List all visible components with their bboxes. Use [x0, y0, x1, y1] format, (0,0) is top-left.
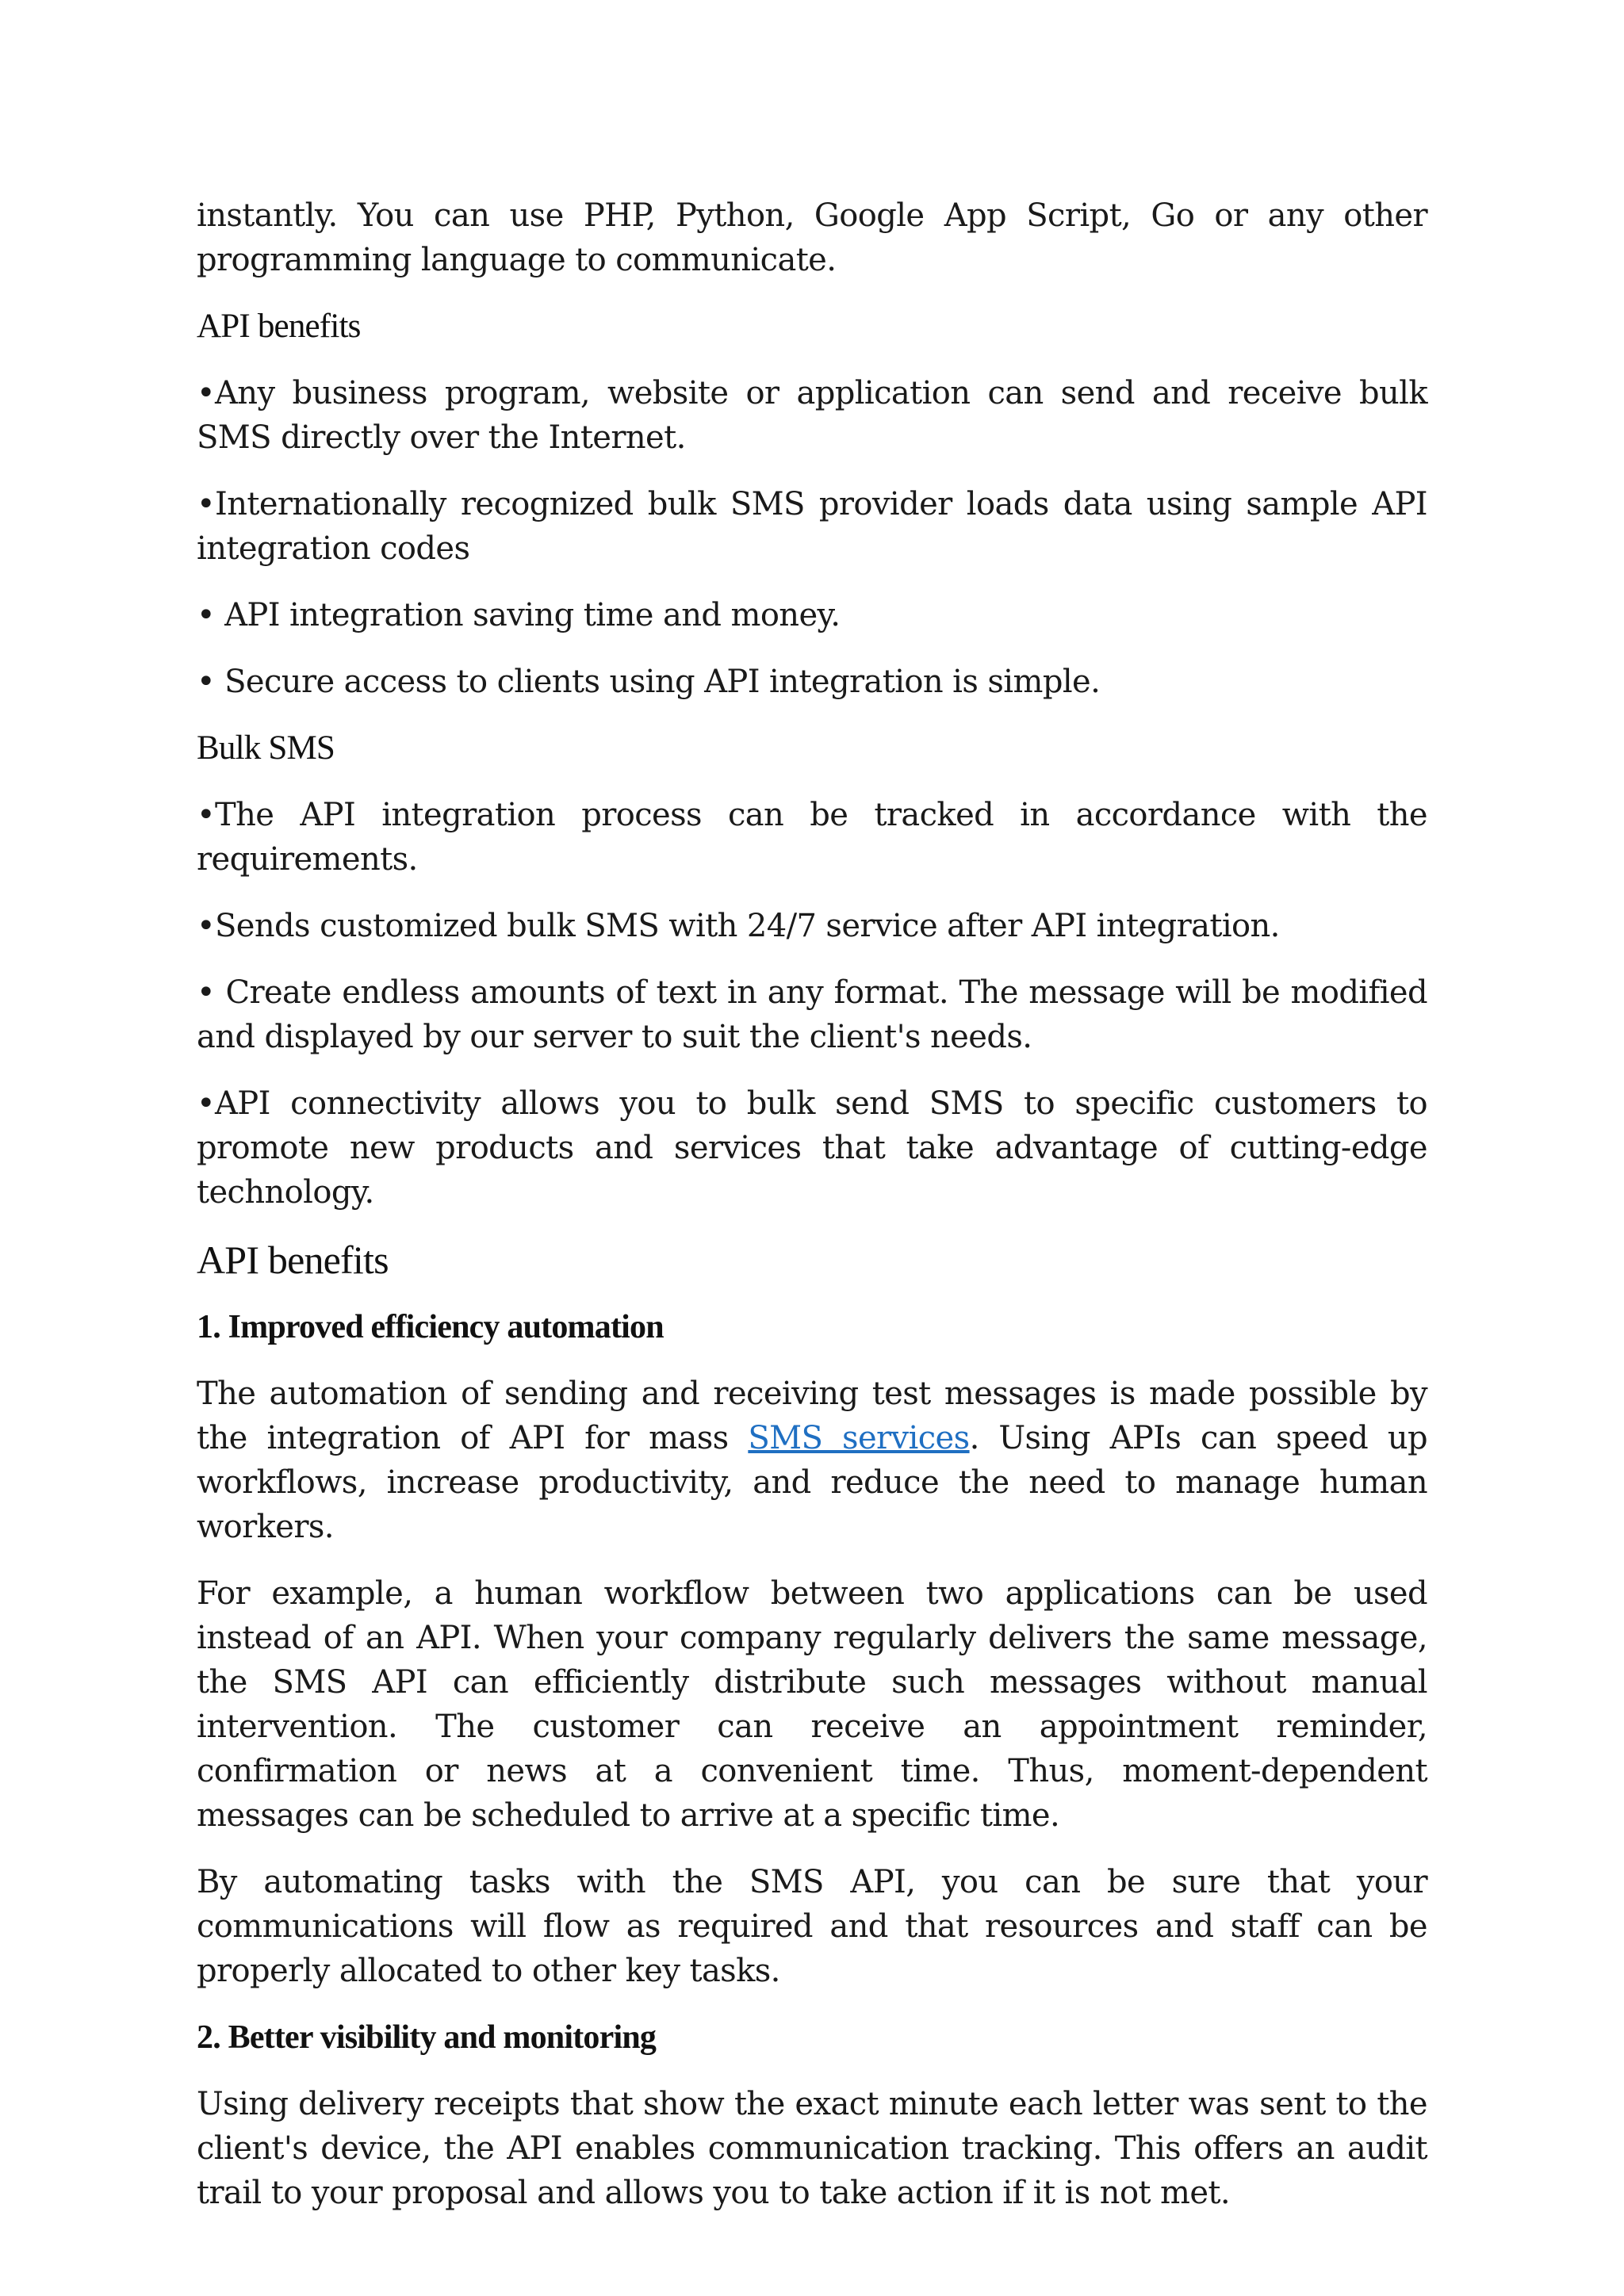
subheading-visibility-monitoring: 2. Better visibility and monitoring: [197, 2019, 657, 2056]
bullet-item: •Sends customized bulk SMS with 24/7 service after API integration.: [197, 908, 1280, 944]
bullet-item: •API connectivity allows you to bulk send SMS to specific customers to promote new products and services that take advantage of cutting-edge technology.: [197, 1085, 1427, 1211]
paragraph-text: The automation of sending and receiving test messages is made possible by the integration of API for mass: [197, 1376, 1427, 1456]
paragraph-text: . Using APIs can speed up workflows, increase productivity, and reduce the need to manage human workers.: [197, 1420, 1428, 1545]
bullet-item: •The API integration process can be tracked in accordance with the requirements.: [197, 797, 1427, 878]
paragraph-efficiency-3: By automating tasks with the SMS API, you can be sure that your communications will flow as required and that resources and staff can be properly allocated to other key tasks.: [197, 1864, 1427, 1989]
bullet-item: • API integration saving time and money.: [197, 597, 841, 633]
bullet-item: •Any business program, website or application can send and receive bulk SMS directly over the Internet.: [197, 375, 1427, 456]
section-heading-api-benefits: API benefits: [197, 308, 361, 345]
paragraph-efficiency-2: For example, a human workflow between two applications can be used instead of an API. When your company regularly delivers the same message, the SMS API can efficiently distribute such messages without manual intervention. The customer can receive an appointment reminder, confirmation or news at a convenient time. Thus, moment-dependent messages can be scheduled to arrive at a specific time.: [197, 1575, 1427, 1834]
subheading-improved-efficiency: 1. Improved efficiency automation: [197, 1309, 664, 1345]
section-heading-api-benefits-large: API benefits: [197, 1238, 389, 1282]
section-heading-bulk-sms: Bulk SMS: [197, 729, 335, 767]
bullet-item: • Create endless amounts of text in any format. The message will be modified and displayed by our server to suit the client's needs.: [197, 974, 1427, 1055]
bullet-item: • Secure access to clients using API integration is simple.: [197, 664, 1101, 700]
paragraph-efficiency-1: [197, 1372, 1427, 1549]
paragraph-visibility-1: Using delivery receipts that show the exact minute each letter was sent to the client's device, the API enables communication tracking. This offers an audit trail to your proposal and allows you to take action if it is not met.: [197, 2086, 1427, 2211]
intro-paragraph: instantly. You can use PHP, Python, Google App Script, Go or any other programming language to communicate.: [197, 197, 1427, 278]
document-body: [197, 193, 1427, 2237]
bullet-item: •Internationally recognized bulk SMS provider loads data using sample API integration codes: [197, 486, 1427, 567]
sms-services-link[interactable]: SMS services: [748, 1420, 970, 1456]
